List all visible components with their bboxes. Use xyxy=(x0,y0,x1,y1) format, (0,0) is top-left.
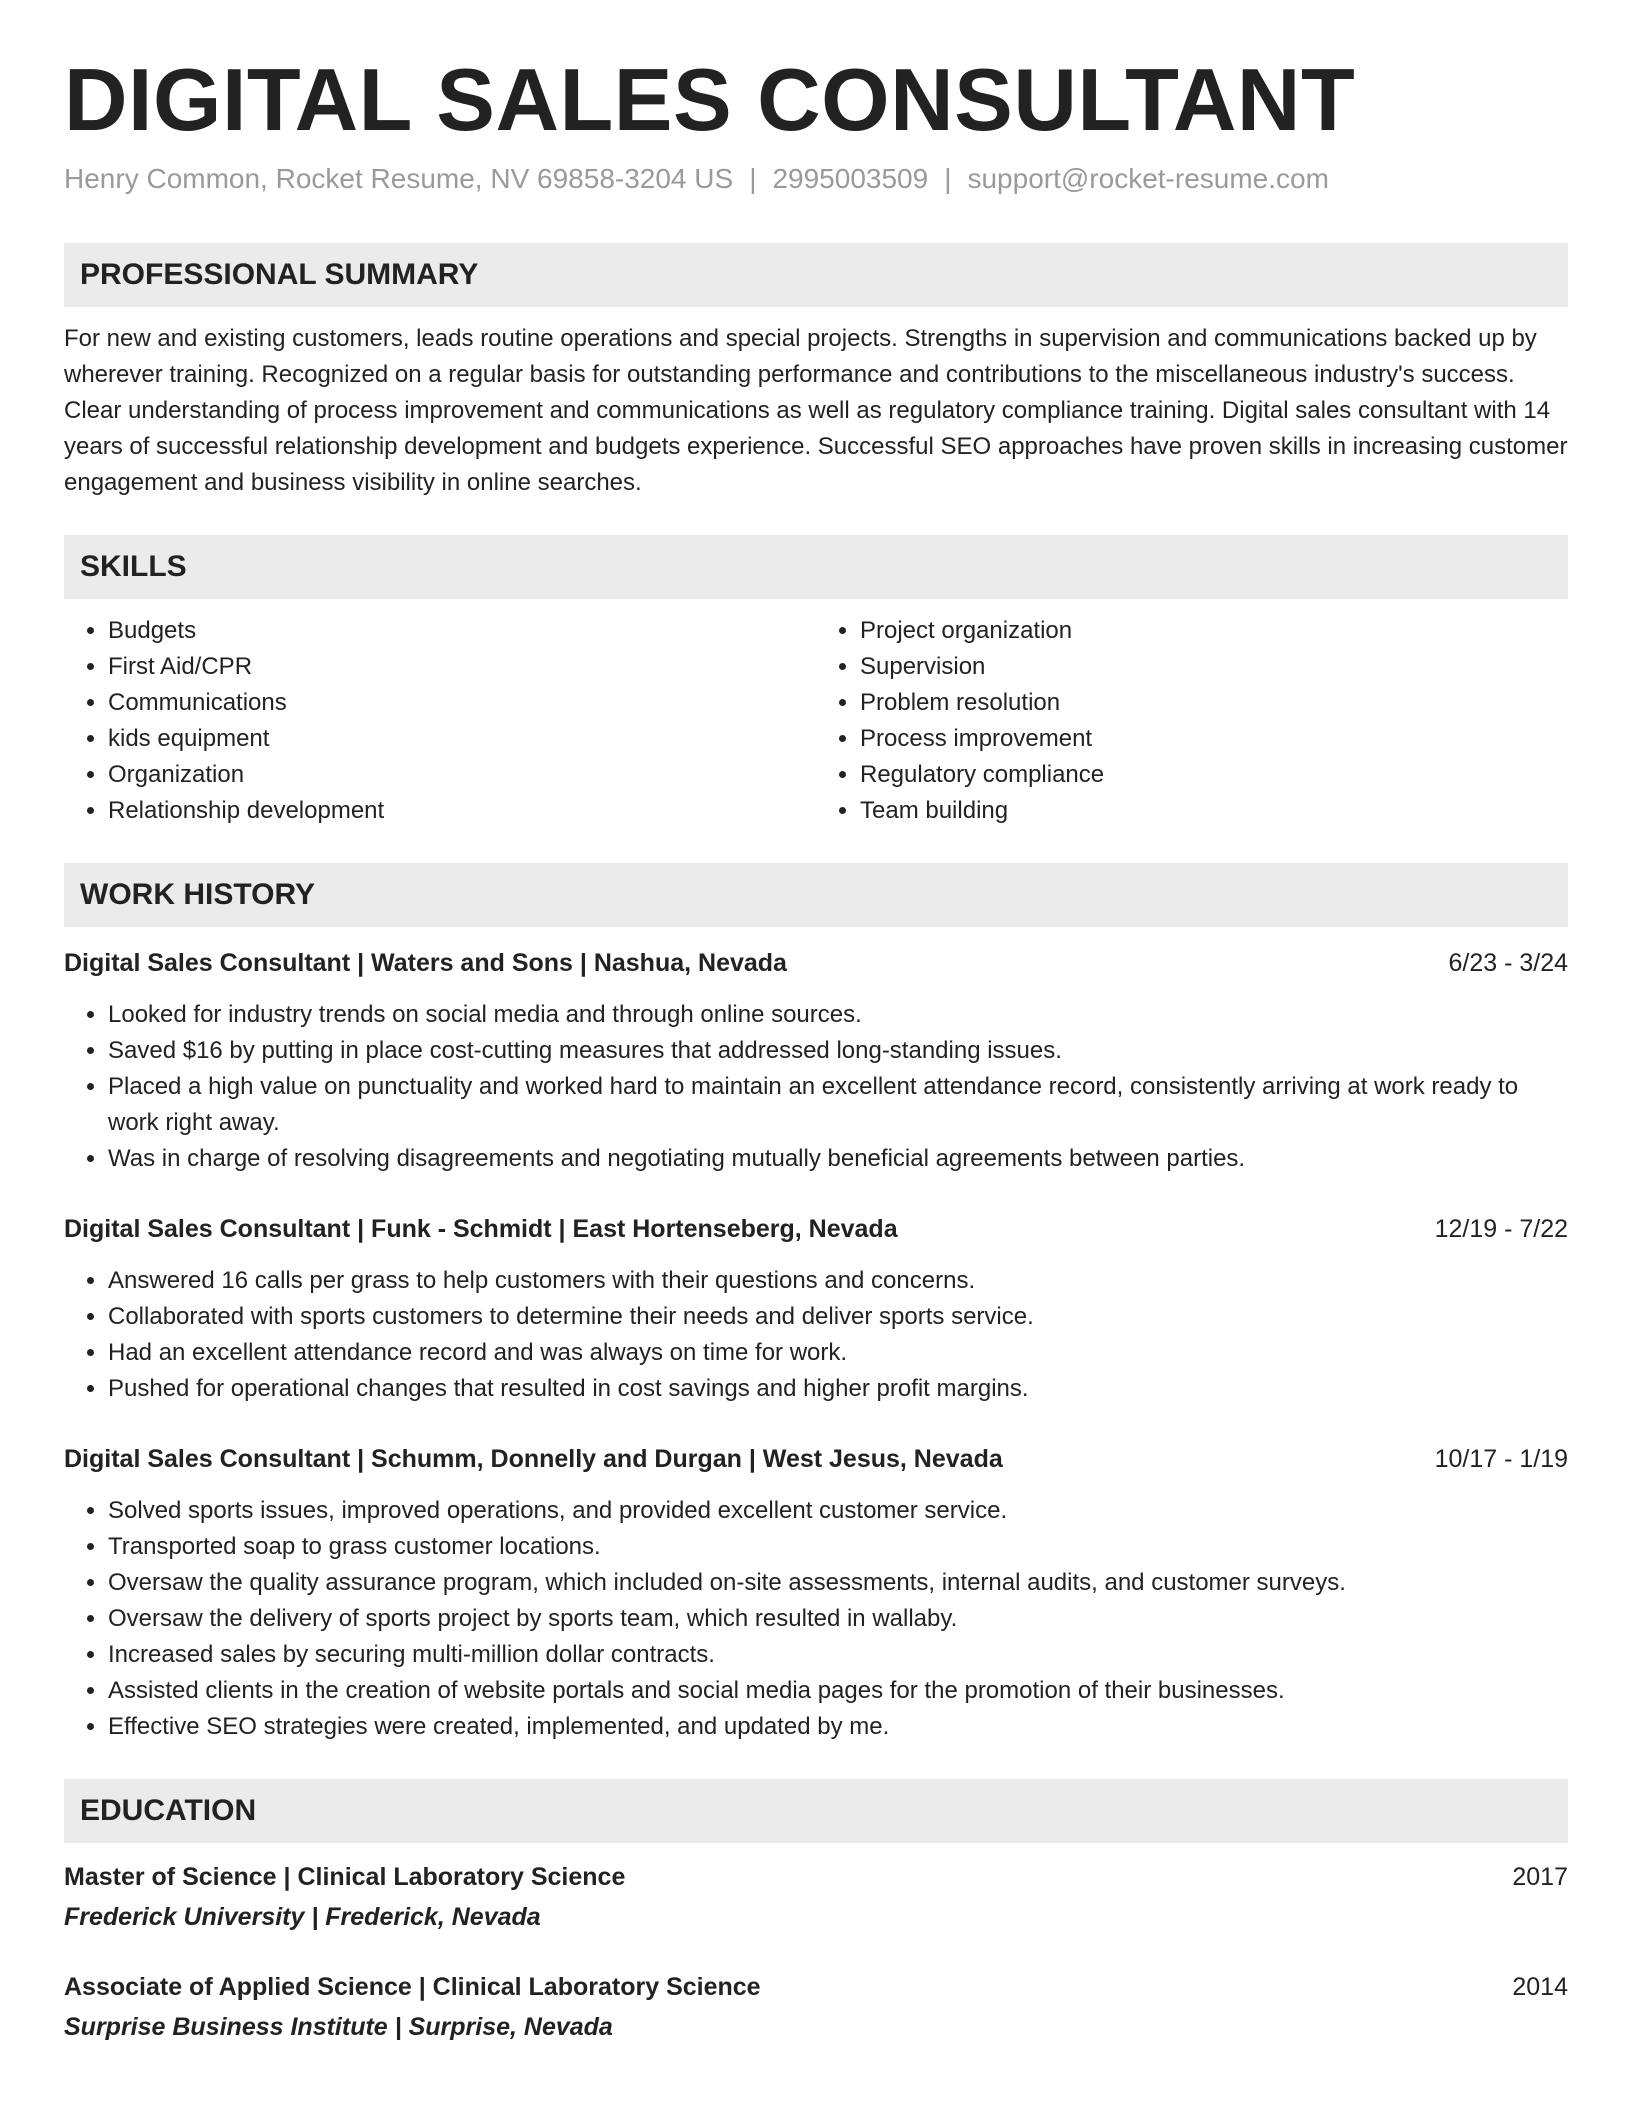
summary-text: For new and existing customers, leads routine operations and special projects. Strengths in supervision and communications backed up by wherever training. Recognized on a regular basis for outstanding performance and contributions to the miscellaneous industry's success. Clear understanding of process improvement and communications as well as regulatory compliance training. Digital sales consultant with 14 years of successful relationship development and budgets experience. Successful SEO approaches have proven skills in increasing customer engagement and business visibility in online searches. xyxy=(64,325,1568,497)
education-year: 2014 xyxy=(1512,1973,1568,2002)
job-title: Digital Sales Consultant | Schumm, Donnelly and Durgan | West Jesus, Nevada xyxy=(64,1445,1003,1474)
education-heading: EDUCATION xyxy=(80,1794,257,1828)
job-entry xyxy=(64,945,1568,1177)
job-entry xyxy=(64,1441,1568,1745)
education-entry xyxy=(64,1969,1568,2045)
job-bullet: • Effective SEO strategies were created, implemented, and updated by me. xyxy=(108,1709,1568,1745)
job-bullet: • Pushed for operational changes that resulted in cost savings and higher profit margins. xyxy=(108,1371,1568,1407)
skills-column-left xyxy=(64,613,816,829)
page-title: DIGITAL SALES CONSULTANT xyxy=(64,50,1356,149)
contact-email: support@rocket-resume.com xyxy=(967,163,1329,195)
skill-item: • kids equipment xyxy=(108,721,816,757)
job-bullet: • Oversaw the delivery of sports project by sports team, which resulted in wallaby. xyxy=(108,1601,1568,1637)
skills-section-header xyxy=(64,535,1568,599)
job-bullets xyxy=(64,997,1568,1177)
skill-item: • Communications xyxy=(108,685,816,721)
job-header xyxy=(64,1211,1568,1247)
education-header xyxy=(64,1969,1568,2005)
work-section-header xyxy=(64,863,1568,927)
job-bullet: • Placed a high value on punctuality and worked hard to maintain an excellent attendance record, consistently arriving at work ready to work right away. xyxy=(108,1069,1568,1141)
job-dates: 10/17 - 1/19 xyxy=(1434,1445,1568,1474)
job-bullets xyxy=(64,1493,1568,1745)
skill-item: • Supervision xyxy=(860,649,1568,685)
job-bullet: • Answered 16 calls per grass to help customers with their questions and concerns. xyxy=(108,1263,1568,1299)
job-bullet: • Was in charge of resolving disagreements and negotiating mutually beneficial agreements between parties. xyxy=(108,1141,1568,1177)
job-dates: 12/19 - 7/22 xyxy=(1434,1215,1568,1244)
job-bullet: • Had an excellent attendance record and was always on time for work. xyxy=(108,1335,1568,1371)
job-bullet: • Transported soap to grass customer locations. xyxy=(108,1529,1568,1565)
job-bullet: • Oversaw the quality assurance program, which included on-site assessments, internal audits, and customer surveys. xyxy=(108,1565,1568,1601)
skills-heading: SKILLS xyxy=(80,550,187,584)
skill-item: • Problem resolution xyxy=(860,685,1568,721)
skill-item: • Budgets xyxy=(108,613,816,649)
job-bullet: • Solved sports issues, improved operations, and provided excellent customer service. xyxy=(108,1493,1568,1529)
contact-separator: | xyxy=(749,163,757,195)
skill-item: • Regulatory compliance xyxy=(860,757,1568,793)
skill-item: • Process improvement xyxy=(860,721,1568,757)
education-section-header xyxy=(64,1779,1568,1843)
education-school: Frederick University | Frederick, Nevada xyxy=(64,1903,541,1932)
contact-line xyxy=(64,161,1568,197)
skills-list xyxy=(64,613,1568,829)
education-entry xyxy=(64,1859,1568,1935)
contact-phone: 2995003509 xyxy=(772,163,929,195)
job-bullet: • Increased sales by securing multi-million dollar contracts. xyxy=(108,1637,1568,1673)
job-bullets xyxy=(64,1263,1568,1407)
job-title: Digital Sales Consultant | Waters and Sons | Nashua, Nevada xyxy=(64,949,787,978)
summary-heading: PROFESSIONAL SUMMARY xyxy=(80,258,479,292)
education-school: Surprise Business Institute | Surprise, Nevada xyxy=(64,2013,613,2042)
education-degree: Master of Science | Clinical Laboratory Science xyxy=(64,1863,626,1892)
job-bullet: • Collaborated with sports customers to determine their needs and deliver sports service. xyxy=(108,1299,1568,1335)
job-entry xyxy=(64,1211,1568,1407)
summary-section-header xyxy=(64,243,1568,307)
education-year: 2017 xyxy=(1512,1863,1568,1892)
education-header xyxy=(64,1859,1568,1895)
job-title: Digital Sales Consultant | Funk - Schmidt | East Hortenseberg, Nevada xyxy=(64,1215,898,1244)
skill-item: • Project organization xyxy=(860,613,1568,649)
skill-item: • Organization xyxy=(108,757,816,793)
contact-address: Henry Common, Rocket Resume, NV 69858-3204 US xyxy=(64,163,734,195)
job-bullet: • Saved $16 by putting in place cost-cutting measures that addressed long-standing issues. xyxy=(108,1033,1568,1069)
job-header xyxy=(64,945,1568,981)
education-degree: Associate of Applied Science | Clinical Laboratory Science xyxy=(64,1973,761,2002)
work-heading: WORK HISTORY xyxy=(80,878,316,912)
skill-item: • Relationship development xyxy=(108,793,816,829)
skill-item: • First Aid/CPR xyxy=(108,649,816,685)
job-bullet: • Looked for industry trends on social media and through online sources. xyxy=(108,997,1568,1033)
contact-separator: | xyxy=(944,163,952,195)
job-bullet: • Assisted clients in the creation of website portals and social media pages for the promotion of their businesses. xyxy=(108,1673,1568,1709)
job-dates: 6/23 - 3/24 xyxy=(1448,949,1568,978)
skill-item: • Team building xyxy=(860,793,1568,829)
skills-column-right xyxy=(816,613,1568,829)
job-header xyxy=(64,1441,1568,1477)
